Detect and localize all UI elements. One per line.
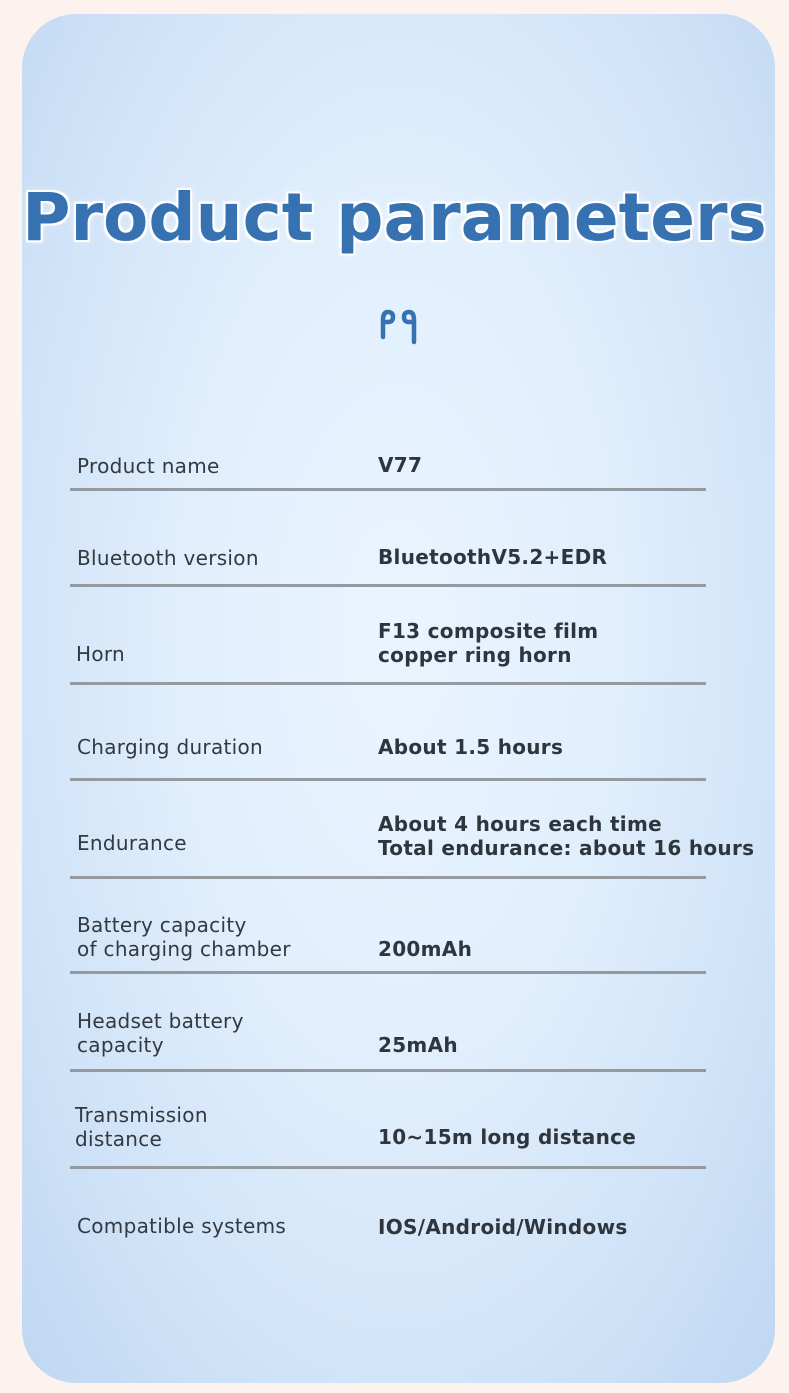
spec-value: 25mAh xyxy=(378,1033,458,1057)
row-divider xyxy=(70,971,706,974)
spec-row-horn xyxy=(70,610,706,685)
row-divider xyxy=(70,778,706,781)
row-divider xyxy=(70,682,706,685)
row-divider xyxy=(70,584,706,587)
spec-label: Charging duration xyxy=(77,735,264,759)
spec-row-charging-duration xyxy=(70,710,706,781)
row-divider xyxy=(70,1069,706,1072)
spec-value: 10~15m long distance xyxy=(378,1125,637,1149)
spec-row-bluetooth-version xyxy=(70,520,706,587)
spec-label: Transmission distance xyxy=(75,1103,208,1151)
spec-row-product-name xyxy=(70,430,706,491)
row-divider xyxy=(70,876,706,879)
spec-value: BluetoothV5.2+EDR xyxy=(378,545,608,569)
spec-label: Product name xyxy=(77,454,220,478)
earbuds-icon xyxy=(376,304,420,348)
spec-value: V77 xyxy=(378,453,423,477)
row-divider xyxy=(70,488,706,491)
spec-row-endurance xyxy=(70,800,755,879)
spec-value: About 1.5 hours xyxy=(378,735,564,759)
spec-label: Horn xyxy=(76,642,126,666)
spec-row-charging-chamber-battery xyxy=(70,900,706,974)
spec-value: 200mAh xyxy=(378,937,473,961)
page-title: Product parameters xyxy=(22,179,767,256)
spec-label: Compatible systems xyxy=(77,1214,287,1238)
spec-row-headset-battery xyxy=(70,996,706,1072)
row-divider xyxy=(70,1166,706,1169)
spec-label: Endurance xyxy=(77,831,187,855)
spec-row-transmission-distance xyxy=(70,1090,706,1169)
spec-row-compatible-systems xyxy=(70,1200,706,1250)
spec-label: Headset battery capacity xyxy=(77,1009,244,1057)
spec-value: About 4 hours each time Total endurance: about 16 hours xyxy=(378,812,755,860)
spec-value: IOS/Android/Windows xyxy=(378,1215,628,1239)
spec-label: Battery capacity of charging chamber xyxy=(77,913,291,961)
spec-value: F13 composite film copper ring horn xyxy=(378,619,599,667)
spec-label: Bluetooth version xyxy=(77,546,259,570)
